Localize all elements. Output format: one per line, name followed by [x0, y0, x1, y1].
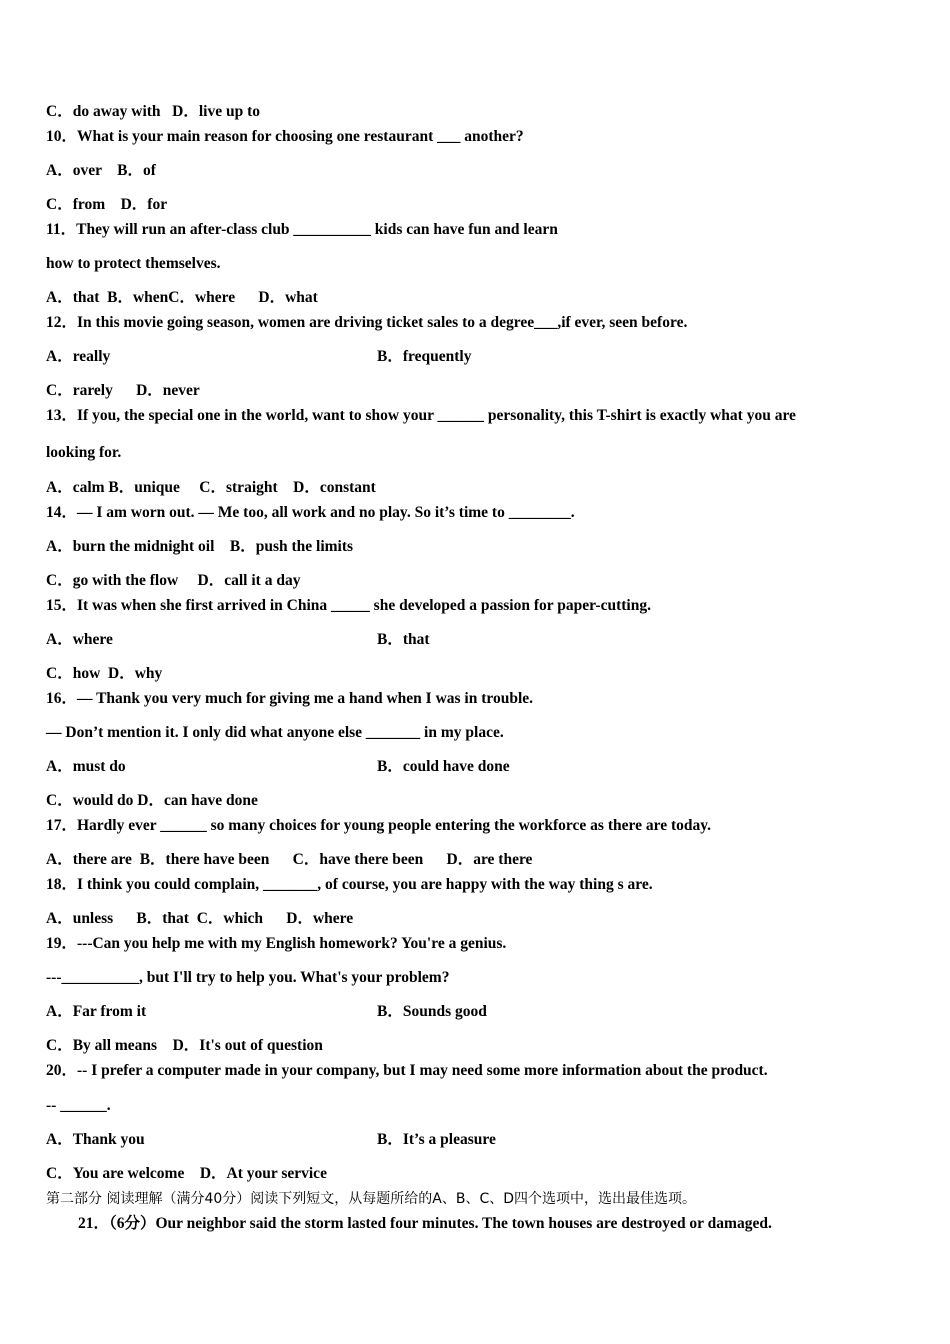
- q17-question: 17．Hardly ever ______ so many choices for young people entering the workforce as there are today.: [46, 817, 711, 834]
- q17-options: A．there are B．there have been C．have there been D．are there: [46, 851, 533, 868]
- q12-options-cd: C．rarely D．never: [46, 382, 200, 399]
- q10-options-ab: A．over B．of: [46, 162, 156, 179]
- q21-passage-start: 21．（6分）Our neighbor said the storm lasted four minutes. The town houses are destroyed or damaged.: [78, 1215, 772, 1232]
- q10-question: 10．What is your main reason for choosing one restaurant ___ another?: [46, 128, 524, 145]
- q20-options-cd: C．You are welcome D．At your service: [46, 1165, 327, 1182]
- q16-question-cont: — Don’t mention it. I only did what anyone else _______ in my place.: [46, 724, 504, 741]
- q12-option-a: A．really: [46, 348, 111, 365]
- q20-question: 20．-- I prefer a computer made in your company, but I may need some more information about the product.: [46, 1062, 768, 1079]
- q10-options-cd: C．from D．for: [46, 196, 168, 213]
- q20-option-a: A．Thank you: [46, 1131, 145, 1148]
- q14-options-cd: C．go with the flow D．call it a day: [46, 572, 301, 589]
- q19-question-cont: ---__________, but I'll try to help you. What's your problem?: [46, 969, 450, 986]
- q18-question: 18．I think you could complain, _______, of course, you are happy with the way thing s are.: [46, 876, 653, 893]
- q19-question: 19．---Can you help me with my English homework? You're a genius.: [46, 935, 507, 952]
- q16-question: 16．— Thank you very much for giving me a hand when I was in trouble.: [46, 690, 534, 707]
- q11-question-cont: how to protect themselves.: [46, 255, 221, 272]
- q15-option-b: B．that: [377, 631, 430, 648]
- q13-question-cont: looking for.: [46, 444, 122, 461]
- q9-options-cd: C．do away with D．live up to: [46, 103, 261, 120]
- q15-option-a: A．where: [46, 631, 113, 648]
- q20-question-cont: -- ______.: [46, 1097, 111, 1114]
- q20-option-b: B．It’s a pleasure: [377, 1131, 496, 1148]
- section-two-heading: 第二部分 阅读理解（满分40分）阅读下列短文，从每题所给的A、B、C、D四个选项中，选出最佳选项。: [46, 1191, 696, 1207]
- q19-options-cd: C．By all means D．It's out of question: [46, 1037, 323, 1054]
- q13-question: 13．If you, the special one in the world, want to show your ______ personality, this T-shirt is exactly what you are: [46, 407, 796, 424]
- q16-option-b: B．could have done: [377, 758, 510, 775]
- q12-option-b: B．frequently: [377, 348, 472, 365]
- q18-options: A．unless B．that C．which D．where: [46, 910, 354, 927]
- q15-question: 15．It was when she first arrived in China _____ she developed a passion for paper-cutting.: [46, 597, 651, 614]
- q13-options: A．calm B．unique C．straight D．constant: [46, 479, 376, 496]
- q14-options-ab: A．burn the midnight oil B．push the limits: [46, 538, 354, 555]
- q19-option-a: A．Far from it: [46, 1003, 147, 1020]
- q11-question: 11．They will run an after-class club __________ kids can have fun and learn: [46, 221, 558, 238]
- q14-question: 14．— I am worn out. — Me too, all work and no play. So it’s time to ________.: [46, 504, 575, 521]
- q12-question: 12．In this movie going season, women are driving ticket sales to a degree___,if ever, seen before.: [46, 314, 688, 331]
- q15-options-cd: C．how D．why: [46, 665, 163, 682]
- q11-options: A．that B．whenC．where D．what: [46, 289, 318, 306]
- q19-option-b: B．Sounds good: [377, 1003, 487, 1020]
- q16-option-a: A．must do: [46, 758, 126, 775]
- q16-options-cd: C．would do D．can have done: [46, 792, 258, 809]
